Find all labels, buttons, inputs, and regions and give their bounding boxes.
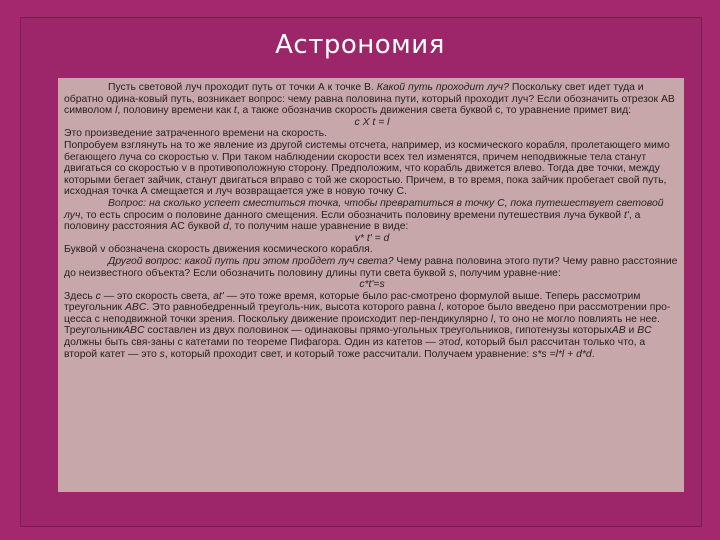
text-run: , который проходит свет, и который тоже рассчитали. Получаем уравнение:	[164, 348, 533, 360]
text-run: с X t = l	[354, 116, 390, 128]
text-run: s*s =l*l + d*d	[532, 348, 592, 360]
text-run: Попробуем взглянуть на то же явление из другой системы отсчета, например, из космического корабля, пролетающего мимо бегающего луча со скоростью v. При таком наблюдении скорости всех тел изменятся, причем неподвижные тела станут двигаться со скоростью v в противоположную сторону. Предположим, что корабль движется влево. Тогда две точки, между которыми бегает зайчик, станут двигаться вправо с той же скоростью. Причем, в то время, пока зайчик пробегает свой путь, исходная точка А смещается и луч возвращается уже в новую точку С.	[64, 139, 670, 198]
formula-3	[64, 279, 680, 291]
text-run: c*t'=s	[359, 279, 385, 291]
text-run: s	[159, 348, 165, 360]
text-run: s	[448, 267, 455, 279]
paragraph-6	[64, 256, 680, 279]
text-run: должны быть свя-заны с катетами по теореме Пифагора. Один из катетов — это	[64, 337, 455, 349]
text-run: Поскольку свет идет туда и обратно одина-ковый путь, возникает вопрос: чему равна половина пути, который проходит луч? Если обозначить отрезок AB символом	[64, 82, 675, 117]
text-run: at'	[213, 290, 224, 302]
text-run: t'	[624, 209, 629, 221]
text-run: Чему равна половина этого пути? Чему равно расстояние до неизвестного объекта? Если обозначить половину длины пути света буквой	[64, 255, 678, 279]
paragraph-3	[64, 140, 680, 198]
text-run: — это скорость света,	[100, 290, 214, 302]
text-run: , то оно не могло повлиять не нее. Треугольник	[64, 313, 660, 337]
text-run: l	[115, 105, 118, 117]
text-run: BC	[637, 325, 652, 337]
formula-2	[64, 233, 680, 245]
text-run: , которое было введено при рассмотрении про-цесса с неподвижной точки зрения. Поскольку движение происходит пер-пендикулярно	[64, 302, 671, 325]
text-run: Это произведение затраченного времени на скорость.	[64, 128, 327, 140]
text-run: d	[223, 221, 229, 233]
text-run: AB	[611, 325, 626, 337]
text-run: и	[625, 325, 638, 337]
text-run: t	[233, 105, 237, 117]
text-run: — это тоже время, которые было рас-смотрено формулой выше. Теперь рассмотрим треугольник	[64, 290, 641, 314]
text-run: . Это равнобедренный треуголь-ник, высота которого равна	[146, 302, 439, 314]
text-run: , который был рассчитан только что, а второй катет — это	[64, 337, 646, 360]
text-run: составлен из двух половинок — одинаковы прямо-угольных треугольников, гипотенузы которых	[144, 325, 612, 337]
text-run: , а также обозначив скорость движения света буквой с, то уравнение примет вид:	[236, 105, 632, 117]
formula-1	[64, 117, 680, 129]
paragraph-2	[64, 128, 680, 140]
text-run: ABC	[124, 302, 147, 314]
text-run: ABC	[123, 325, 145, 337]
text-run: v* t' = d	[354, 232, 390, 244]
text-run: Какой путь проходит луч?	[376, 82, 509, 93]
text-run: , половину времени как	[117, 105, 234, 117]
text-run: l	[438, 302, 441, 314]
text-run: Здесь	[64, 290, 96, 302]
text-run: , получим уравне-ние:	[454, 267, 561, 279]
text-run: , а половину расстояния AC буквой	[64, 209, 641, 233]
paragraph-7	[64, 291, 680, 361]
body-text	[64, 82, 680, 360]
text-run: Вопрос: на сколько успеет сместиться точка, чтобы превратиться в точку С, пока путешествует световой луч	[64, 197, 664, 221]
slide-title: Астрономия	[275, 30, 445, 60]
paragraph-5	[64, 244, 680, 256]
text-run: Буквой v обозначена скорость движения космического корабля.	[64, 244, 373, 256]
text-run: l	[490, 313, 494, 325]
text-run: , то есть спросим о половине данного смещения. Если обозначить половину времени путешествия луча буквой	[80, 209, 624, 221]
text-run: Пусть световой луч проходит путь от точки А к точке В.	[108, 82, 377, 93]
text-run: c	[95, 290, 101, 302]
text-run: , то получим наше уравнение в виде:	[228, 221, 409, 233]
text-run: Другой вопрос: какой путь при этом пройдет луч света?	[108, 255, 394, 267]
paragraph-1	[64, 82, 680, 117]
paragraph-4	[64, 198, 680, 233]
text-run: d	[454, 337, 460, 349]
text-run: .	[591, 348, 595, 360]
